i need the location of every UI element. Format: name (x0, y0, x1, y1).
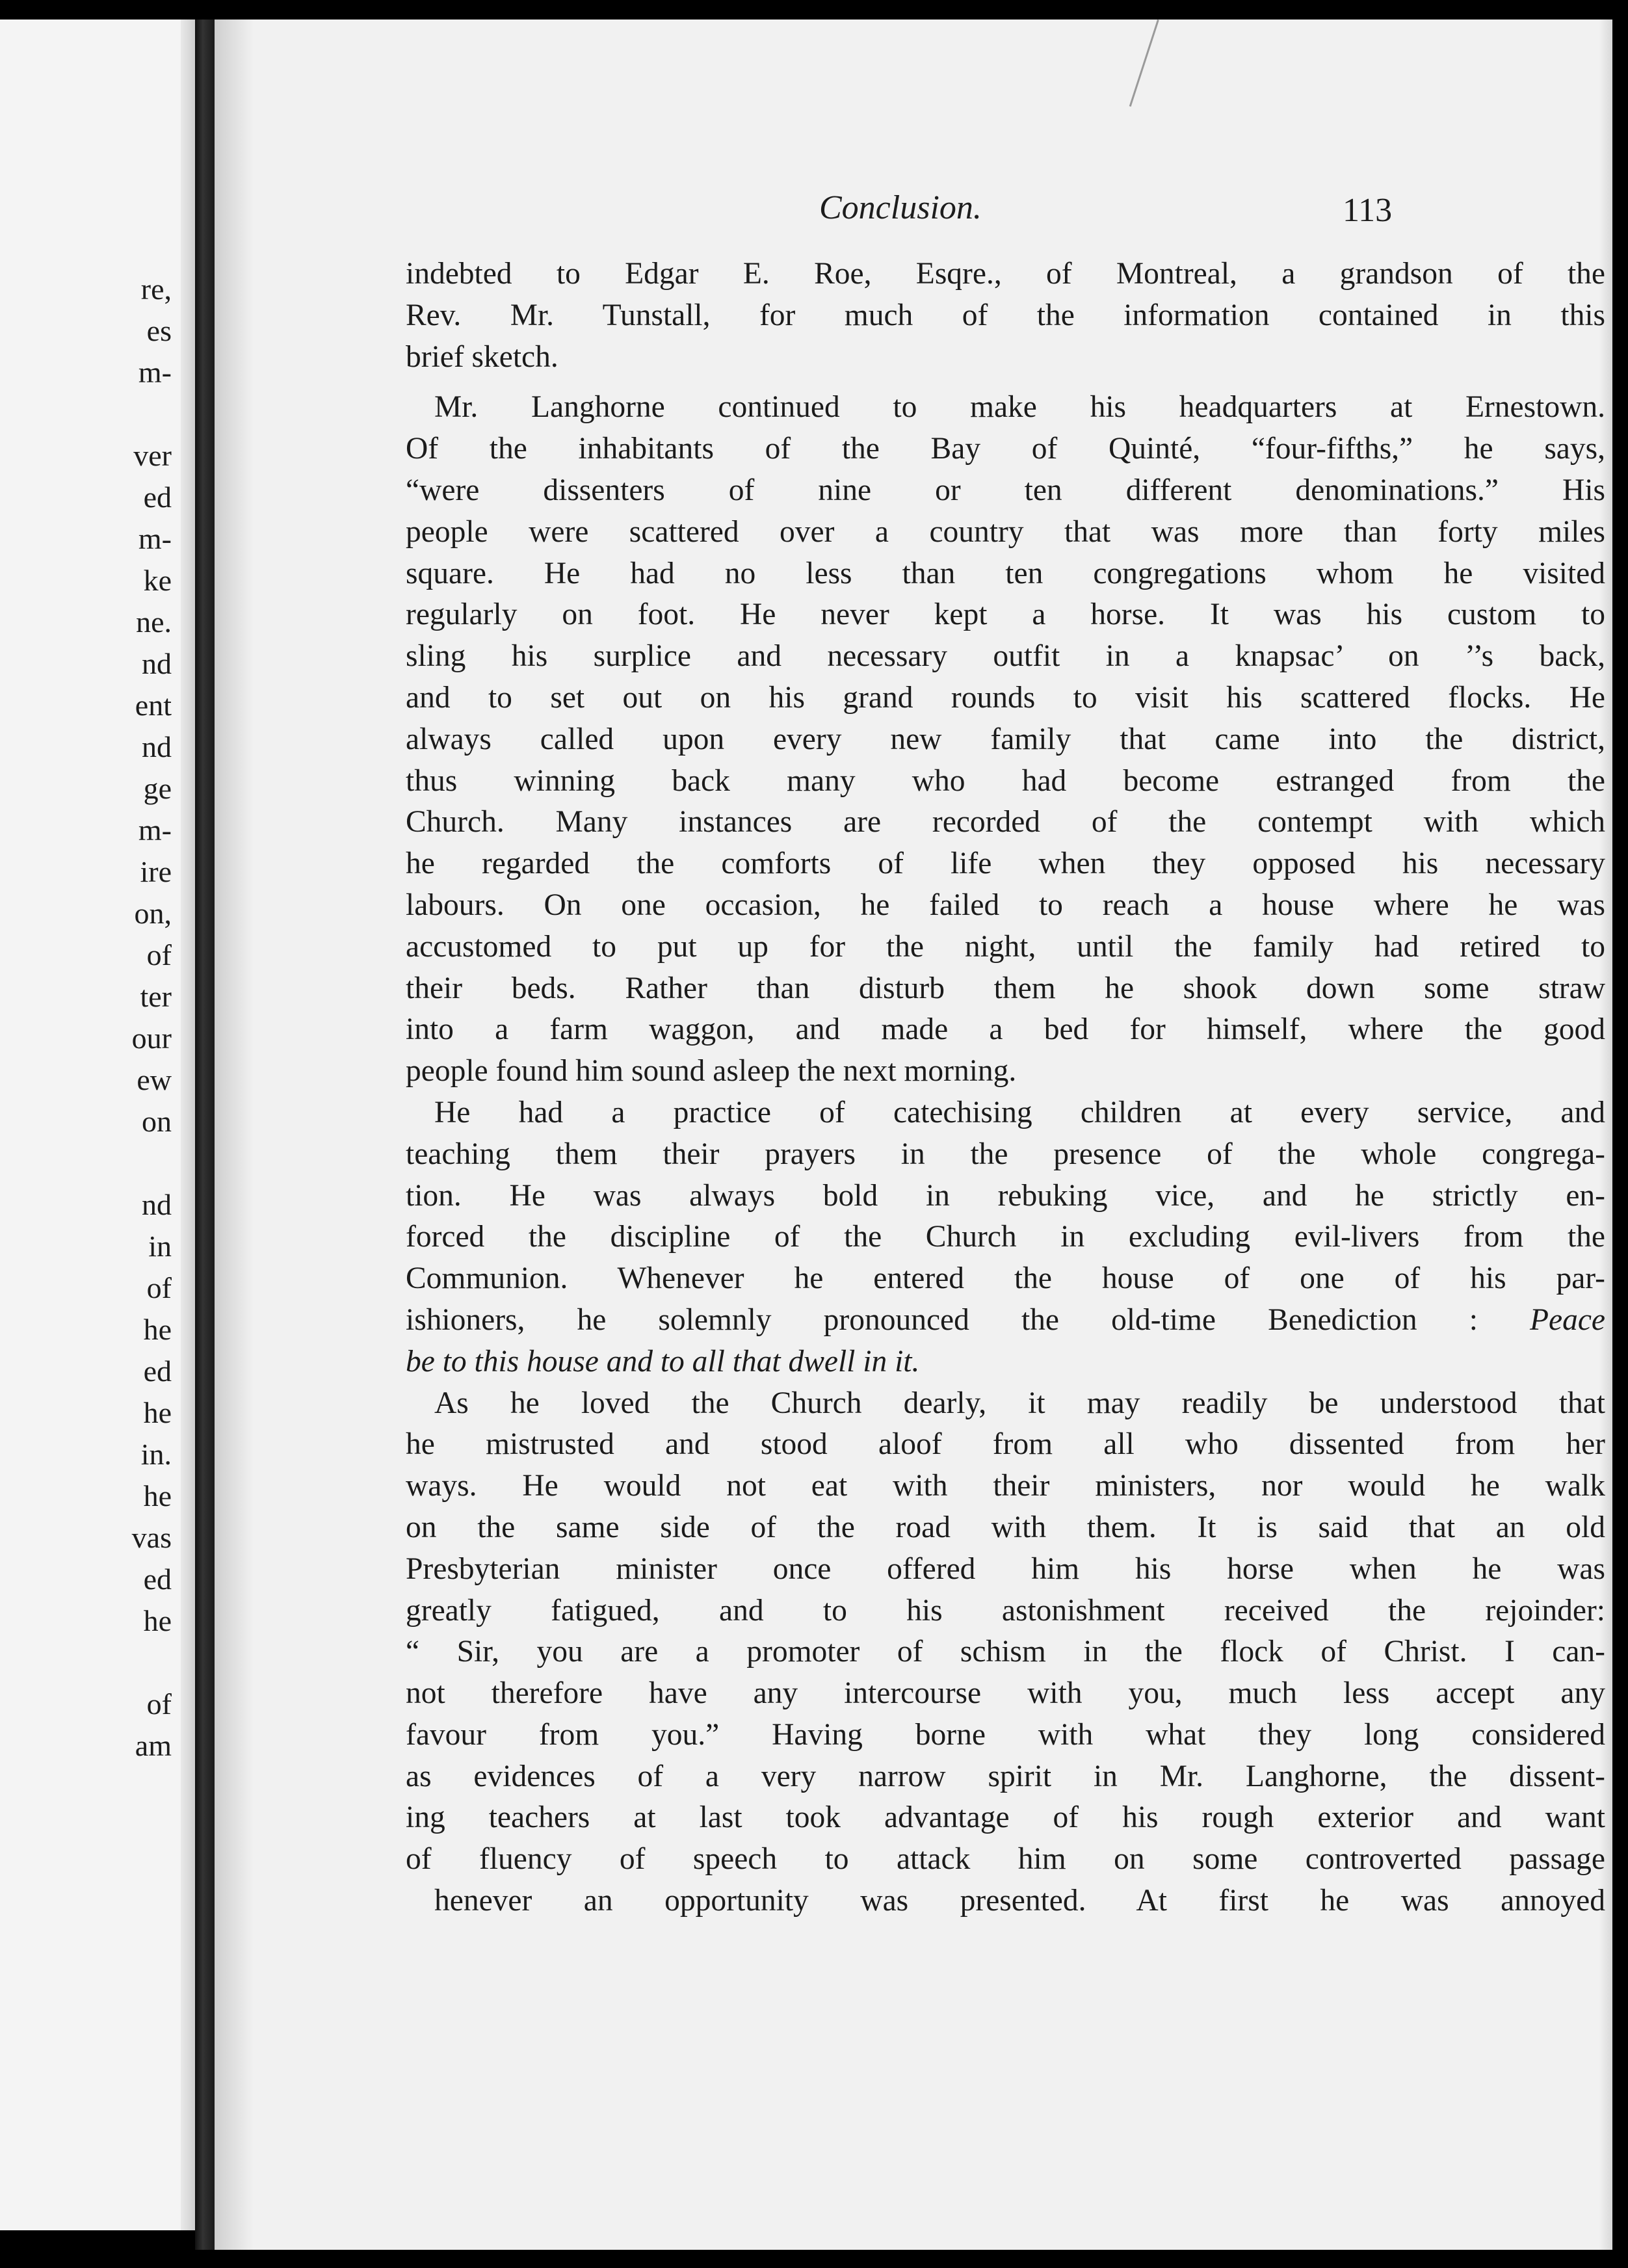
facing-page-fragment: he (143, 1479, 172, 1512)
paragraph-first-line: Mr. Langhorne continued to make his headquarters at Ernestown. (434, 390, 1605, 425)
facing-page-fragment: m- (138, 813, 172, 847)
facing-page-fragment: of (146, 1687, 172, 1721)
text-line: regularly on foot. He never kept a horse. It was his custom to (406, 598, 1605, 632)
facing-page-fragment: in. (140, 1438, 172, 1471)
paragraph-first-line: As he loved the Church dearly, it may readily be understood that (434, 1386, 1605, 1420)
facing-page-fragment: he (143, 1396, 172, 1429)
text-line: favour from you.” Having borne with what they long considered (406, 1717, 1605, 1752)
text-line: he regarded the comforts of life when they opposed his necessary (406, 847, 1605, 881)
text-line: he mistrusted and stood aloof from all who dissented from her (406, 1427, 1605, 1462)
facing-page-fragment: ed (143, 1354, 172, 1388)
body-text (406, 254, 1605, 1922)
facing-page-fragment: vas (131, 1521, 172, 1554)
text-line: Rev. Mr. Tunstall, for much of the information contained in this (406, 298, 1605, 332)
text-line: greatly fatigued, and to his astonishment received the rejoinder: (406, 1593, 1605, 1628)
text-line: labours. On one occasion, he failed to reach a house where he was (406, 888, 1605, 922)
facing-page-fragment: our (131, 1022, 172, 1055)
text-line: Church. Many instances are recorded of the contempt with which (406, 805, 1605, 839)
text-line: on the same side of the road with them. It is said that an old (406, 1510, 1605, 1544)
facing-page-fragment: ire (140, 855, 172, 888)
book-page (215, 20, 1612, 2250)
facing-page-fragment: es (146, 314, 172, 347)
facing-page-fragment: ke (143, 564, 172, 597)
text-line: indebted to Edgar E. Roe, Esqre., of Montreal, a grandson of the (406, 257, 1605, 291)
text-line: Presbyterian minister once offered him his horse when he was (406, 1551, 1605, 1586)
facing-page-fragment: he (143, 1604, 172, 1637)
text-line: “were dissenters of nine or ten different denominations.” His (406, 473, 1605, 507)
facing-page-fragment: ent (135, 689, 172, 722)
text-line: not therefore have any intercourse with you, much less accept any (406, 1676, 1605, 1711)
page-header (215, 189, 1612, 247)
facing-page-fragment: ver (133, 439, 172, 472)
page-crease-mark (1129, 20, 1159, 107)
text-line: square. He had no less than ten congregations whom he visited (406, 556, 1605, 590)
facing-page-fragment: nd (142, 1188, 172, 1221)
facing-page-fragment: ne. (136, 605, 172, 639)
facing-page-fragment: in (148, 1230, 172, 1263)
text-line: as evidences of a very narrow spirit in Mr. Langhorne, the dissent- (406, 1759, 1605, 1793)
facing-page-fragment: nd (142, 730, 172, 763)
facing-page-fragment: of (146, 1271, 172, 1304)
italic-benediction-start: Peace (1529, 1302, 1605, 1337)
facing-page-left (0, 20, 195, 2230)
page-inner-shadow (215, 20, 254, 2250)
text-line: “ Sir, you are a promoter of schism in the flock of Christ. I can- (406, 1635, 1605, 1669)
text-line: people were scattered over a country that was more than forty miles (406, 514, 1605, 549)
facing-page-fragment: nd (142, 647, 172, 680)
text-line: accustomed to put up for the night, until the family had retired to (406, 929, 1605, 964)
text-line: Of the inhabitants of the Bay of Quinté, “four-fifths,” he says, (406, 432, 1605, 466)
text-line: brief sketch. (406, 339, 558, 374)
text-line: people found him sound asleep the next morning. (406, 1054, 1017, 1088)
facing-page-fragment: of (146, 938, 172, 971)
text-line: ing teachers at last took advantage of his rough exterior and want (406, 1800, 1605, 1835)
text-line: forced the discipline of the Church in excluding evil-livers from the (406, 1220, 1605, 1254)
text-line: their beds. Rather than disturb them he shook down some straw (406, 971, 1605, 1005)
facing-page-fragment: ed (143, 481, 172, 514)
text-line: sling his surplice and necessary outfit in a knapsac’ on ’’s back, (406, 639, 1605, 674)
facing-page-fragment: ew (137, 1063, 172, 1096)
facing-page-fragment: he (143, 1313, 172, 1346)
text-line: tion. He was always bold in rebuking vice, and he strictly en- (406, 1178, 1605, 1213)
facing-page-fragment: ge (143, 772, 172, 805)
running-head: Conclusion. (819, 189, 982, 226)
text-line (406, 1300, 1605, 1341)
text-line: always called upon every new family that came into the district, (406, 722, 1605, 756)
text-line: teaching them their prayers in the presence of the whole congrega- (406, 1137, 1605, 1171)
text-line: of fluency of speech to attack him on some controverted passage (406, 1842, 1605, 1877)
text-run: ishioners, he solemnly pronounced the old-time Benediction : (406, 1302, 1478, 1337)
facing-page-fragment: am (135, 1729, 172, 1762)
page-gutter-shadow (181, 20, 195, 2230)
text-line: into a farm waggon, and made a bed for himself, where the good (406, 1012, 1605, 1047)
text-line: Communion. Whenever he entered the house of one of his par- (406, 1261, 1605, 1296)
facing-page-fragment: re, (140, 272, 172, 306)
text-line: thus winning back many who had become estranged from the (406, 763, 1605, 798)
text-line: henever an opportunity was presented. At first he was annoyed (434, 1884, 1605, 1918)
text-line: ways. He would not eat with their ministers, nor would he walk (406, 1469, 1605, 1503)
facing-page-fragment: m- (138, 356, 172, 389)
facing-page-fragment: on, (134, 897, 172, 930)
text-line: and to set out on his grand rounds to visit his scattered flocks. He (406, 680, 1605, 715)
book-binding (195, 20, 215, 2250)
facing-page-fragment: on (142, 1105, 172, 1138)
facing-page-fragment: ed (143, 1563, 172, 1596)
italic-benediction-end: be to this house and to all that dwell in it. (406, 1344, 920, 1378)
paragraph-first-line: He had a practice of catechising children at every service, and (434, 1095, 1605, 1129)
facing-page-fragment: m- (138, 522, 172, 555)
page-number: 113 (1343, 192, 1393, 229)
facing-page-fragment: ter (140, 980, 172, 1013)
